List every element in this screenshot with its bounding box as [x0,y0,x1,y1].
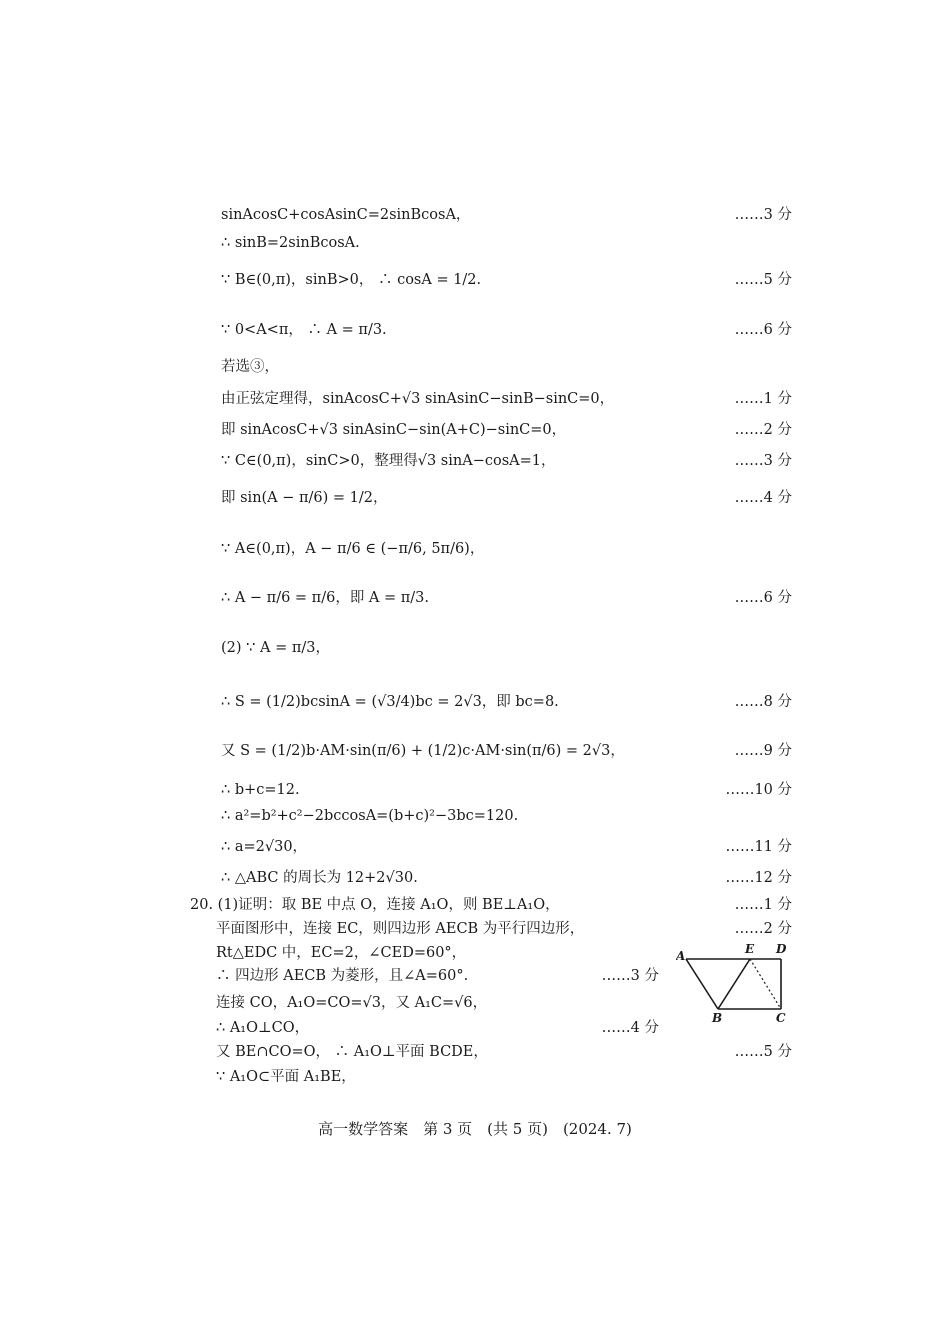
score: ……2 分 [734,921,792,937]
line-text: 又 BE∩CO=O， ∴ A₁O⊥平面 BCDE， [216,1044,488,1060]
line-text: ∵ A₁O⊂平面 A₁BE， [216,1069,356,1085]
score: ……3 分 [601,968,659,984]
score: ……5 分 [734,1044,792,1060]
segment-eb [718,959,750,1009]
label-c: C [776,1011,786,1025]
label-a: A [676,949,686,963]
line-text: ∴ a²=b²+c²−2bccosA=(b+c)²−3bc=120. [221,808,519,824]
score: ……4 分 [734,490,792,506]
line-text: 若选③， [221,359,279,375]
line-text: ∴ A₁O⊥CO， [216,1020,310,1036]
score: ……8 分 [734,694,792,710]
line-text: 又 S = (1/2)b·AM·sin(π/6) + (1/2)c·AM·sin(π/6) = 2√3， [221,743,625,759]
score: ……3 分 [734,453,792,469]
line-text: 由正弦定理得，sinAcosC+√3 sinAsinC−sinB−sinC=0， [221,391,615,407]
score: ……2 分 [734,422,792,438]
line-text: 即 sinAcosC+√3 sinAsinC−sin(A+C)−sinC=0， [221,422,567,438]
line-text: 连接 CO，A₁O=CO=√3，又 A₁C=√6， [216,995,488,1011]
label-e: E [745,942,755,956]
line-text: ∴ A − π/6 = π/6，即 A = π/3. [221,590,430,606]
line-text: ∴ b+c=12. [221,782,300,798]
line-text: 20. (1)证明：取 BE 中点 O，连接 A₁O，则 BE⊥A₁O， [190,897,560,913]
line-text: ∴ a=2√30， [221,839,308,855]
score: ……6 分 [734,322,792,338]
line-text: ∵ A∈(0,π)，A − π/6 ∈ (−π/6, 5π/6)， [221,541,485,557]
line-text: Rt△EDC 中，EC=2，∠CED=60°， [216,945,467,961]
score: ……1 分 [734,897,792,913]
line-text: sinAcosC+cosAsinC=2sinBcosA， [221,207,471,223]
score: ……10 分 [725,782,792,798]
line-text: ∵ C∈(0,π)，sinC>0，整理得√3 sinA−cosA=1， [221,453,556,469]
score: ……9 分 [734,743,792,759]
line-text: (2) ∵ A = π/3， [221,640,330,656]
line-text: 即 sin(A − π/6) = 1/2， [221,490,388,506]
page-footer: 高一数学答案 第 3 页 (共 5 页) (2024. 7) [318,1120,632,1138]
line-text: 平面图形中，连接 EC，则四边形 AECB 为平行四边形， [216,921,585,937]
label-b: B [712,1011,723,1025]
score: ……11 分 [725,839,792,855]
score: ……3 分 [734,207,792,223]
line-text: ∴ △ABC 的周长为 12+2√30. [221,870,418,886]
label-d: D [776,942,787,956]
score: ……4 分 [601,1020,659,1036]
geometry-figure [676,940,796,1025]
line-text: ∵ 0<A<π， ∴ A = π/3. [221,322,387,338]
segment-ab [686,959,718,1009]
score: ……12 分 [725,870,792,886]
line-text: ∵ B∈(0,π)，sinB>0， ∴ cosA = 1/2. [221,272,482,288]
line-text: ∴ 四边形 AECB 为菱形，且∠A=60°. [216,968,469,984]
line-text: ∴ sinB=2sinBcosA. [221,235,360,251]
segment-ec-dashed [750,959,781,1009]
score: ……1 分 [734,391,792,407]
score: ……5 分 [734,272,792,288]
line-text: ∴ S = (1/2)bcsinA = (√3/4)bc = 2√3，即 bc=8. [221,694,559,710]
score: ……6 分 [734,590,792,606]
